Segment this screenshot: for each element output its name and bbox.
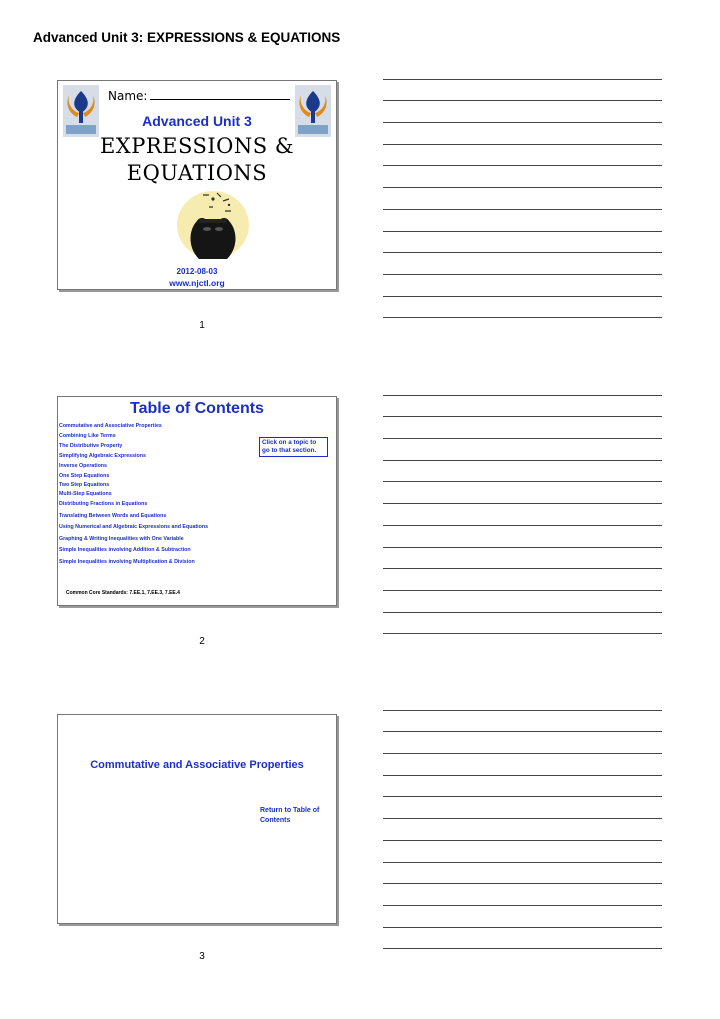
- toc-item[interactable]: The Distributive Property: [59, 443, 123, 449]
- name-label: Name:: [108, 89, 148, 103]
- toc-callout: Click on a topic to go to that section.: [259, 437, 328, 457]
- slide-2: [57, 396, 337, 606]
- toc-item[interactable]: Using Numerical and Algebraic Expressions and Equations: [59, 524, 209, 530]
- toc-title: Table of Contents: [130, 400, 264, 417]
- document-header: Advanced Unit 3: EXPRESSIONS & EQUATIONS: [33, 30, 341, 45]
- slide-date: 2012-08-03: [176, 267, 218, 276]
- teaching-learning-logo-icon: [63, 85, 99, 137]
- toc-item[interactable]: Inverse Operations: [59, 463, 107, 469]
- notes-lines: [383, 689, 662, 949]
- head-with-math-symbols-icon: [173, 189, 253, 261]
- page-number: 3: [199, 951, 205, 962]
- toc-item[interactable]: Simplifying Algebraic Expressions: [59, 453, 146, 459]
- toc-item[interactable]: Combining Like Terms: [59, 433, 116, 439]
- name-blank-line: [150, 89, 290, 100]
- name-field[interactable]: [108, 89, 290, 103]
- title-line-1: EXPRESSIONS &: [99, 134, 295, 158]
- toc-item[interactable]: Multi-Step Equations: [59, 491, 112, 497]
- common-core-standards: Common Core Standards: 7.EE.1, 7.EE.3, 7.EE.4: [66, 590, 180, 596]
- slide-1: [57, 80, 337, 290]
- toc-item[interactable]: Simple Inequalities involving Multiplication & Division: [59, 559, 195, 565]
- notes-lines: [383, 58, 662, 318]
- toc-item[interactable]: Simple Inequalities involving Addition & Subtraction: [59, 547, 191, 553]
- toc-item[interactable]: Commutative and Associative Properties: [59, 423, 162, 429]
- toc-item[interactable]: Translating Between Words and Equations: [59, 513, 167, 519]
- teaching-learning-logo-icon: [295, 85, 331, 137]
- section-title: Commutative and Associative Properties: [90, 759, 304, 771]
- toc-item[interactable]: Distributing Fractions in Equations: [59, 501, 148, 507]
- slide-title: [58, 133, 336, 187]
- notes-lines: [383, 374, 662, 634]
- title-line-2: EQUATIONS: [126, 161, 268, 185]
- toc-item[interactable]: One Step Equations: [59, 473, 110, 479]
- page-number: 2: [199, 636, 205, 647]
- return-to-toc-link[interactable]: Return to Table of Contents: [260, 807, 320, 824]
- unit-title: Advanced Unit 3: [142, 113, 252, 129]
- toc-item[interactable]: Two Step Equations: [59, 482, 110, 488]
- toc-item[interactable]: Graphing & Writing Inequalities with One Variable: [59, 536, 184, 542]
- slide-3: [57, 714, 337, 924]
- page-number: 1: [199, 320, 205, 331]
- website-link[interactable]: www.njctl.org: [169, 278, 225, 288]
